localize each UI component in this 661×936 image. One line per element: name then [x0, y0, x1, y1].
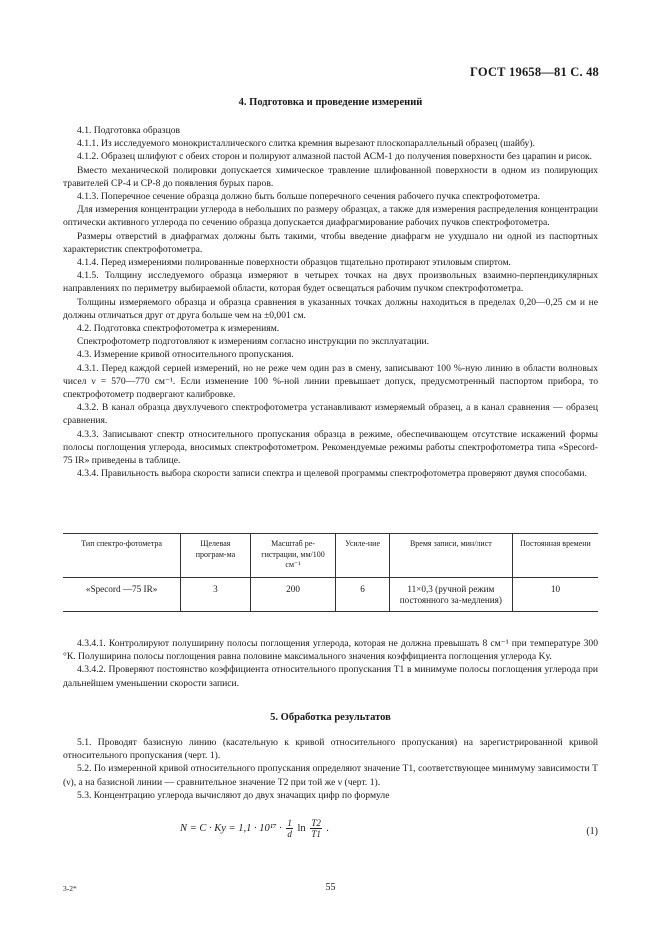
paragraph: 4.1.2. Образец шлифуют с обеих сторон и полируют алмазной пастой АСМ-1 до получения поверхности без царапин и рисок.	[77, 151, 593, 163]
formula-lhs: N = C · Kу = 1,1 · 10¹⁷ ·	[180, 822, 282, 834]
fraction-denominator: T1	[311, 829, 321, 839]
footer-mark: 3-2*	[63, 884, 77, 893]
paragraph: 4.3.3. Записывают спектр относительного пропускания образца в режиме, обеспечивающем отсутствие искажений формы полосы поглощения углерода, вносимых спектрофотометром. Рекомендуемые режимы работы спектрофотометра типа «Specord-75 IR» приведены в таблице.	[63, 428, 598, 467]
page-header: ГОСТ 19658—81 С. 48	[470, 65, 599, 79]
section-5-body	[63, 736, 598, 802]
fraction-t2-over-t1	[310, 818, 322, 839]
paragraph: 5.2. По измеренной кривой относительного пропускания определяют значение T1, соответствующее минимуму зависимости T (ν), а на базисной линии — сравнительное значение T2 при той же ν (черт. 1).	[63, 763, 598, 788]
table-cell: 3	[181, 577, 251, 611]
paragraph: 4.3.4. Правильность выбора скорости записи спектра и щелевой программы спектрофотометра проверяют двумя способами.	[77, 468, 587, 480]
fraction-one-over-d	[286, 818, 293, 839]
paragraph: Вместо механической полировки допускается химическое травление шлифованной поверхности в одном из полирующих травителей СР-4 и СР-8 до появления бурых паров.	[63, 164, 598, 189]
table-cell: «Specord —75 IR»	[63, 577, 181, 611]
table-cell: 6	[336, 577, 390, 611]
table-header-cell: Масштаб ре-гистрации, мм/100 см⁻¹	[250, 534, 336, 578]
after-table-body	[63, 637, 598, 690]
table-cell: 10	[512, 577, 598, 611]
paragraph: 4.1. Подготовка образцов	[77, 125, 181, 136]
paragraph: Размеры отверстий в диафрагмах должны быть такими, чтобы введение диафрагм не ухудшало ни одной из паспортных характеристик спектрофотометра.	[63, 230, 598, 255]
table-cell: 200	[250, 577, 336, 611]
paragraph: Для измерения концентрации углерода в небольших по размеру образцах, а также для измерения распределения концентрации оптически активного углерода по сечению образца допускается диафрагмирование рабочих пучков спектрофотометра.	[63, 204, 598, 229]
table-header-cell: Щелевая програм-ма	[181, 534, 251, 578]
carbon-concentration-formula	[180, 818, 329, 839]
paragraph: 4.1.1. Из исследуемого монокристаллического слитка кремния вырезают плоскопараллельный образец (шайбу).	[77, 138, 535, 150]
table-header-cell: Постоянная времени	[512, 534, 598, 578]
fraction-numerator: 1	[287, 818, 292, 828]
section-4-title: 4. Подготовка и проведение измерений	[238, 97, 423, 108]
formula-number: (1)	[586, 826, 598, 837]
page-number: 55	[325, 882, 336, 893]
paragraph: 4.2. Подготовка спектрофотометра к измерениям.	[77, 323, 280, 335]
paragraph: 4.1.5. Толщину исследуемого образца измеряют в четырех точках на двух произвольных взаимно-перпендикулярных направлениях по периметру выбираемой области, которая будет освещаться рабочим пучком спектрофотометра.	[63, 270, 598, 295]
paragraph: 4.1.4. Перед измерениями полированные поверхности образцов тщательно протирают этиловым спиртом.	[77, 257, 511, 269]
paragraph: 4.3.1. Перед каждой серией измерений, но не реже чем один раз в смену, записывают 100 %-ную линию в области волновых чисел ν = 570—770 см⁻¹. Если изменение 100 %-ной линии превышает допуск, предусмотренный паспортом прибора, то спектрофотометр подвергают калибровке.	[63, 362, 598, 401]
fraction-numerator: T2	[311, 818, 321, 828]
section-5-title: 5. Обработка результатов	[270, 712, 391, 723]
recommended-modes-table	[63, 533, 598, 612]
fraction-denominator: d	[287, 829, 292, 839]
table-header-cell: Усиле-ние	[336, 534, 390, 578]
paragraph: 4.3.4.2. Проверяют постоянство коэффициента относительного пропускания T1 в минимуме полосы поглощения углерода при дальнейшем уменьшении скорости записи.	[63, 664, 598, 689]
paragraph: 5.3. Концентрацию углерода вычисляют до двух значащих цифр по формуле	[77, 789, 390, 801]
paragraph: Спектрофотометр подготовляют к измерениям согласно инструкции по эксплуатации.	[77, 336, 430, 348]
paragraph: 4.1.3. Поперечное сечение образца должно быть больше поперечного сечения рабочего пучка спектрофотометра.	[77, 191, 540, 203]
paragraph: 4.3.2. В канал образца двухлучевого спектрофотометра устанавливают измеряемый образец, а в канал сравнения — образец сравнения.	[63, 402, 598, 427]
table-cell: 11×0,3 (ручной режим постоянного за-медления)	[389, 577, 512, 611]
paragraph: 5.1. Проводят базисную линию (касательную к кривой относительного пропускания) на зарегистрированной кривой относительного пропускания (черт. 1).	[63, 737, 598, 762]
paragraph: 4.3.4.1. Контролируют полуширину полосы поглощения углерода, которая не должна превышать 8 см⁻¹ при температуре 300 °К. Полуширина полосы поглощения равна половине максимального значения коэффициента поглощения углерода Kу.	[63, 638, 598, 663]
paragraph: Толщины измеряемого образца и образца сравнения в указанных точках должны находиться в пределах 0,20—0,25 см и не должны отличаться друг от друга больше чем на ±0,001 см.	[63, 296, 598, 321]
table-header-row	[63, 534, 598, 578]
formula-ln: ln	[297, 822, 306, 834]
section-4-body	[63, 124, 598, 480]
table-row	[63, 577, 598, 611]
table-header-cell: Время записи, мин/лист	[389, 534, 512, 578]
formula-end: .	[326, 822, 330, 834]
paragraph: 4.3. Измерение кривой относительного пропускания.	[77, 349, 294, 361]
table-header-cell: Тип спектро-фотометра	[63, 534, 181, 578]
